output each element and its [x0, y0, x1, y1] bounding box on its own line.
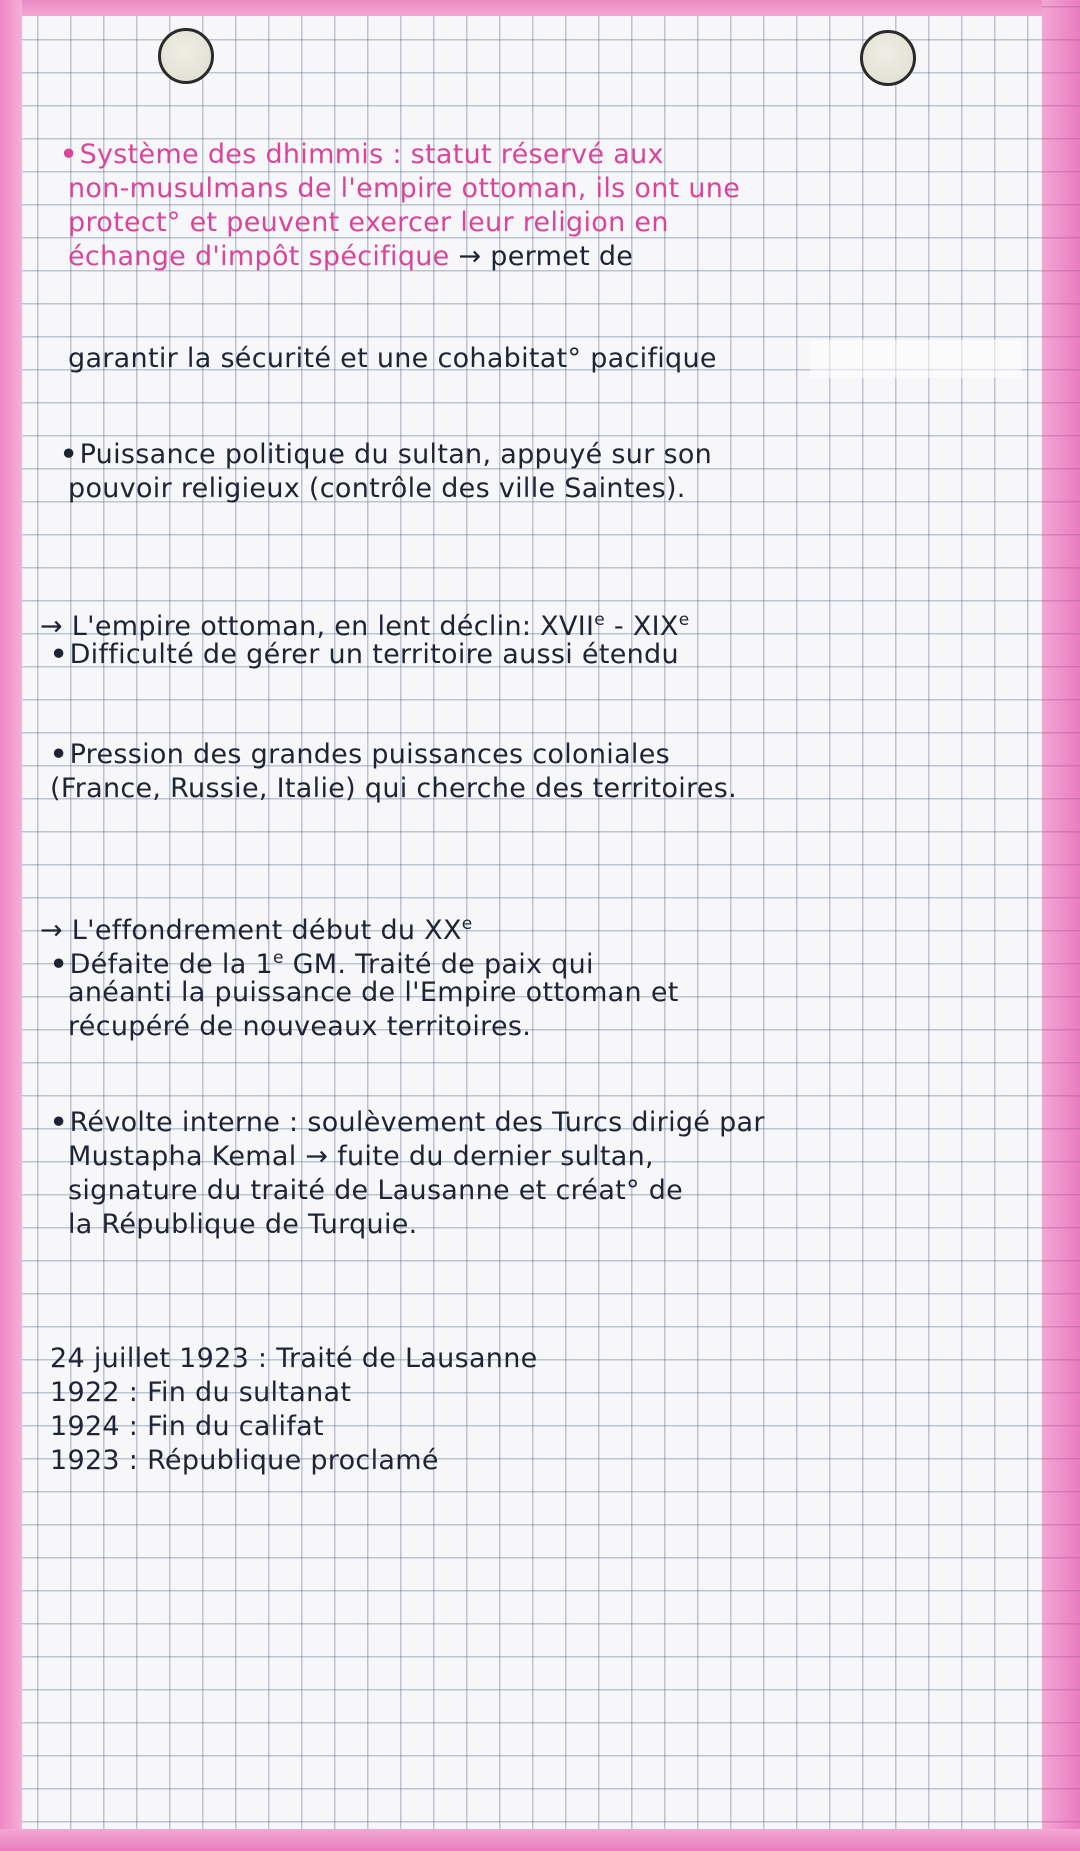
s4-heading-text: → L'effondrement début du XX [40, 915, 462, 946]
pink-border-left [0, 0, 22, 1851]
punch-hole-right [860, 30, 916, 86]
s4-bullet2-line2: Mustapha Kemal → fuite du dernier sultan, [68, 1141, 654, 1172]
s1-line4-pink: échange d'impôt spécifique [68, 241, 450, 272]
bullet-icon: • [60, 139, 78, 170]
s3-bullet2-line1 [50, 738, 670, 771]
bullet-icon: • [50, 639, 68, 670]
bullet-icon: • [50, 739, 68, 770]
s3-sup1: e [594, 610, 606, 630]
s3-bullet1 [50, 638, 679, 671]
pink-border-top [0, 0, 1080, 16]
date-line-2: 1922 : Fin du sultanat [50, 1377, 352, 1408]
date-line-1: 24 juillet 1923 : Traité de Lausanne [50, 1343, 538, 1374]
s4-bullet2-line1 [50, 1106, 765, 1139]
bullet-icon: • [50, 949, 68, 980]
s1-line3: protect° et peuvent exercer leur religion en [68, 207, 669, 238]
s2-line2: pouvoir religieux (contrôle des ville Saintes). [68, 473, 686, 504]
s1-line1-text: Système des dhimmis : statut réservé aux [79, 139, 664, 170]
s1-line1 [60, 138, 664, 171]
date-line-4: 1923 : République proclamé [50, 1445, 439, 1476]
s3-heading-text: → L'empire ottoman, en lent déclin: XVII [40, 611, 595, 642]
s4-bullet1-line2: anéanti la puissance de l'Empire ottoman et [68, 977, 679, 1008]
s2-line1-text: Puissance politique du sultan, appuyé sur son [79, 439, 713, 470]
s1-line5: garantir la sécurité et une cohabitat° pacifique [68, 343, 717, 374]
s3-bullet1-text: Difficulté de gérer un territoire aussi étendu [69, 639, 679, 670]
s4-b1-a: Défaite de la 1 [69, 949, 273, 980]
s2-line1 [60, 438, 712, 471]
s4-bullet2-line4: la République de Turquie. [68, 1209, 418, 1240]
s1-line2: non-musulmans de l'empire ottoman, ils ont une [68, 173, 741, 204]
s3-bullet2-line2: (France, Russie, Italie) qui cherche des territoires. [50, 773, 738, 804]
s4-bullet2-line3: signature du traité de Lausanne et créat° de [68, 1175, 684, 1206]
s1-line4-dark: → permet de [458, 241, 634, 272]
bullet-icon: • [50, 1107, 68, 1138]
pink-border-grid [1042, 0, 1080, 1851]
s3-dash: - XIX [605, 611, 679, 642]
s1-line4 [68, 240, 633, 273]
bullet-icon: • [60, 439, 78, 470]
s3-sup2: e [678, 610, 690, 630]
s4-bullet2-line1-text: Révolte interne : soulèvement des Turcs dirigé par [69, 1107, 765, 1138]
s4-bullet1-line3: récupéré de nouveaux territoires. [68, 1011, 532, 1042]
s4-sup: e [461, 914, 473, 934]
s4-b1-sup: e [272, 948, 284, 968]
s3-bullet2-line1-text: Pression des grandes puissances coloniales [69, 739, 671, 770]
date-line-3: 1924 : Fin du califat [50, 1411, 324, 1442]
highlight-box [810, 340, 1022, 378]
punch-hole-left [158, 28, 214, 84]
s4-b1-b: GM. Traité de paix qui [283, 949, 594, 980]
pink-border-bottom [0, 1829, 1080, 1851]
